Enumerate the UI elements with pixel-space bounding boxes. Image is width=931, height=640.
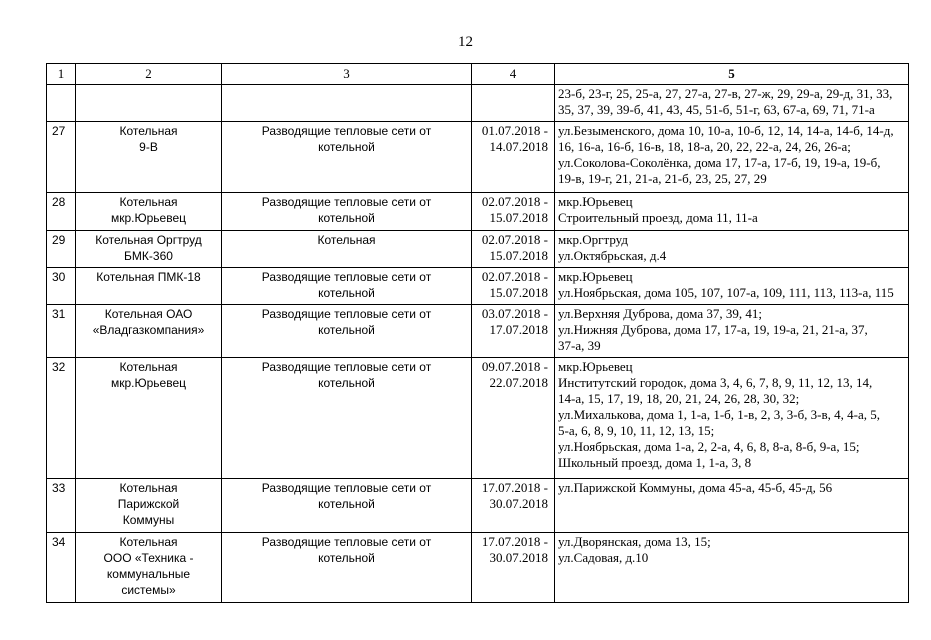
addresses-cell <box>555 305 909 358</box>
dates-cell <box>472 85 555 122</box>
network-description-line: Разводящие тепловые сети от <box>261 535 432 549</box>
object-cell <box>76 122 222 193</box>
object-name-line: 9-В <box>139 140 158 154</box>
network-description-line: котельной <box>318 211 375 225</box>
date-line: 03.07.2018 - <box>481 306 548 321</box>
header-col-2: 2 <box>76 64 222 85</box>
header-col-4: 4 <box>472 64 555 85</box>
table-row <box>47 231 909 268</box>
header-col-1: 1 <box>47 64 76 85</box>
network-cell <box>222 479 472 533</box>
address-line: Строительный проезд, дома 11, 11-а <box>558 210 758 225</box>
object-name-line: мкр.Юрьевец <box>110 376 187 390</box>
row-number-cell <box>47 358 76 479</box>
addresses-cell <box>555 479 909 533</box>
addresses-cell <box>555 358 909 479</box>
object-name-line: коммунальные <box>106 567 191 581</box>
addresses-cell <box>555 268 909 305</box>
address-line: ул.Октябрьская, д.4 <box>558 248 667 263</box>
date-line: 02.07.2018 - <box>481 232 548 247</box>
network-description-line: котельной <box>318 140 375 154</box>
row-number: 33 <box>52 481 66 495</box>
object-cell <box>76 533 222 603</box>
network-description-line: котельной <box>318 497 375 511</box>
object-name-line: Котельная <box>119 195 178 209</box>
object-name-line: Котельная ОАО <box>104 307 193 321</box>
network-description-line: Разводящие тепловые сети от <box>261 270 432 284</box>
row-number-cell <box>47 305 76 358</box>
page-number: 12 <box>458 34 473 50</box>
table-row <box>47 122 909 193</box>
address-line: 14-а, 15, 17, 19, 18, 20, 21, 24, 26, 28, 30, 32; <box>558 391 800 406</box>
object-name-line: ООО «Техника - <box>103 551 194 565</box>
date-line: 17.07.2018 - <box>481 480 548 495</box>
table-body <box>47 64 909 603</box>
network-cell <box>222 85 472 122</box>
object-cell <box>76 358 222 479</box>
address-line: ул.Верхняя Дуброва, дома 37, 39, 41; <box>558 306 762 321</box>
address-line: 23-б, 23-г, 25, 25-а, 27, 27-а, 27-в, 27-ж, 29, 29-а, 29-д, 31, 33, <box>558 86 893 101</box>
address-line: ул.Ноябрьская, дома 105, 107, 107-а, 109, 111, 113, 113-а, 115 <box>558 285 894 300</box>
network-cell <box>222 193 472 231</box>
address-line: Институтский городок, дома 3, 4, 6, 7, 8, 9, 11, 12, 13, 14, <box>558 375 873 390</box>
object-cell <box>76 305 222 358</box>
object-cell <box>76 85 222 122</box>
date-line: 02.07.2018 - <box>481 269 548 284</box>
address-line: ул.Садовая, д.10 <box>558 550 649 565</box>
heating-schedule-table <box>46 63 909 603</box>
network-cell <box>222 231 472 268</box>
date-line: 30.07.2018 <box>489 550 548 565</box>
table-row <box>47 85 909 122</box>
network-description-line: Разводящие тепловые сети от <box>261 124 432 138</box>
row-number-cell <box>47 85 76 122</box>
address-line: мкр.Юрьевец <box>558 359 633 374</box>
network-cell <box>222 122 472 193</box>
address-line: ул.Нижняя Дуброва, дома 17, 17-а, 19, 19-а, 21, 21-а, 37, <box>558 322 868 337</box>
object-cell <box>76 479 222 533</box>
addresses-cell <box>555 122 909 193</box>
network-description-line: котельной <box>318 323 375 337</box>
date-line: 15.07.2018 <box>489 285 548 300</box>
network-description-line: котельной <box>318 376 375 390</box>
date-line: 22.07.2018 <box>489 375 548 390</box>
object-name-line: Котельная <box>119 124 178 138</box>
addresses-cell <box>555 231 909 268</box>
addresses-cell <box>555 533 909 603</box>
dates-cell <box>472 479 555 533</box>
header-col-5: 5 <box>555 64 909 85</box>
dates-cell <box>472 231 555 268</box>
table-row <box>47 533 909 603</box>
date-line: 15.07.2018 <box>489 248 548 263</box>
address-line: мкр.Юрьевец <box>558 269 633 284</box>
address-line: мкр.Оргтруд <box>558 232 628 247</box>
network-description-line: Котельная <box>317 233 376 247</box>
object-name-line: БМК-360 <box>124 249 173 263</box>
address-line: 16, 16-а, 16-б, 16-в, 18, 18-а, 20, 22, 22-а, 24, 26, 26-а; <box>558 139 851 154</box>
object-name-line: Парижской <box>117 497 180 511</box>
date-line: 09.07.2018 - <box>481 359 548 374</box>
object-name-line: мкр.Юрьевец <box>110 211 187 225</box>
network-description-line: Разводящие тепловые сети от <box>261 195 432 209</box>
row-number-cell <box>47 533 76 603</box>
object-name-line: Котельная <box>119 481 178 495</box>
date-line: 15.07.2018 <box>489 210 548 225</box>
dates-cell <box>472 268 555 305</box>
date-line: 17.07.2018 <box>489 322 548 337</box>
row-number-cell <box>47 231 76 268</box>
table-header-row <box>47 64 909 85</box>
address-line: ул.Безыменского, дома 10, 10-а, 10-б, 12, 14, 14-а, 14-б, 14-д, <box>558 123 894 138</box>
network-cell <box>222 358 472 479</box>
row-number: 32 <box>52 360 66 374</box>
date-line: 02.07.2018 - <box>481 194 548 209</box>
row-number: 30 <box>52 270 66 284</box>
network-cell <box>222 305 472 358</box>
date-line: 17.07.2018 - <box>481 534 548 549</box>
table-row <box>47 479 909 533</box>
dates-cell <box>472 305 555 358</box>
network-cell <box>222 268 472 305</box>
dates-cell <box>472 358 555 479</box>
table-row <box>47 193 909 231</box>
row-number: 34 <box>52 535 66 549</box>
row-number-cell <box>47 122 76 193</box>
address-line: 35, 37, 39, 39-б, 41, 43, 45, 51-б, 51-г, 63, 67-а, 69, 71, 71-а <box>558 102 875 117</box>
row-number: 27 <box>52 124 66 138</box>
object-cell <box>76 193 222 231</box>
addresses-cell <box>555 85 909 122</box>
object-name-line: Котельная <box>119 360 178 374</box>
object-cell <box>76 268 222 305</box>
address-line: 37-а, 39 <box>558 338 601 353</box>
row-number: 29 <box>52 233 66 247</box>
row-number-cell <box>47 268 76 305</box>
table-row <box>47 268 909 305</box>
address-line: ул.Соколова-Соколёнка, дома 17, 17-а, 17-б, 19, 19-а, 19-б, <box>558 155 881 170</box>
dates-cell <box>472 193 555 231</box>
network-cell <box>222 533 472 603</box>
table-row <box>47 305 909 358</box>
network-description-line: котельной <box>318 286 375 300</box>
date-line: 14.07.2018 <box>489 139 548 154</box>
date-line: 30.07.2018 <box>489 496 548 511</box>
object-name-line: Котельная ПМК-18 <box>96 270 201 284</box>
header-col-3: 3 <box>222 64 472 85</box>
object-cell <box>76 231 222 268</box>
address-line: ул.Дворянская, дома 13, 15; <box>558 534 711 549</box>
row-number-cell <box>47 193 76 231</box>
object-name-line: «Владгазкомпания» <box>92 323 205 337</box>
row-number: 31 <box>52 307 66 321</box>
address-line: 19-в, 19-г, 21, 21-а, 21-б, 23, 25, 27, 29 <box>558 171 767 186</box>
object-name-line: Коммуны <box>122 513 175 527</box>
dates-cell <box>472 122 555 193</box>
address-line: Школьный проезд, дома 1, 1-а, 3, 8 <box>558 455 752 470</box>
object-name-line: Котельная <box>119 535 178 549</box>
network-description-line: Разводящие тепловые сети от <box>261 481 432 495</box>
address-line: ул.Парижской Коммуны, дома 45-а, 45-б, 45-д, 56 <box>558 480 833 495</box>
addresses-cell <box>555 193 909 231</box>
network-description-line: Разводящие тепловые сети от <box>261 307 432 321</box>
network-description-line: котельной <box>318 551 375 565</box>
address-line: мкр.Юрьевец <box>558 194 633 209</box>
table-row <box>47 358 909 479</box>
row-number-cell <box>47 479 76 533</box>
dates-cell <box>472 533 555 603</box>
date-line: 01.07.2018 - <box>481 123 548 138</box>
row-number: 28 <box>52 195 66 209</box>
network-description-line: Разводящие тепловые сети от <box>261 360 432 374</box>
object-name-line: Котельная Оргтруд <box>95 233 202 247</box>
address-line: 5-а, 6, 8, 9, 10, 11, 12, 13, 15; <box>558 423 715 438</box>
address-line: ул.Ноябрьская, дома 1-а, 2, 2-а, 4, 6, 8, 8-а, 8-б, 9-а, 15; <box>558 439 860 454</box>
address-line: ул.Михалькова, дома 1, 1-а, 1-б, 1-в, 2, 3, 3-б, 3-в, 4, 4-а, 5, <box>558 407 880 422</box>
object-name-line: системы» <box>121 583 176 597</box>
